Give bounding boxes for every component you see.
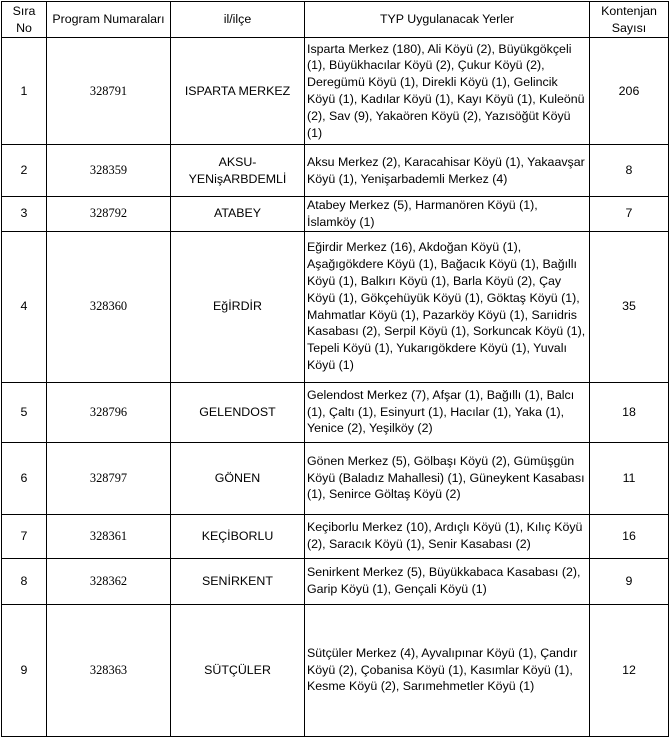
row-no: 1 bbox=[2, 38, 47, 145]
row-kontenjan: 206 bbox=[590, 38, 669, 145]
table-row bbox=[2, 514, 669, 558]
row-il: GELENDOST bbox=[171, 382, 305, 442]
row-il: GÖNEN bbox=[171, 442, 305, 514]
row-no: 9 bbox=[2, 604, 47, 736]
row-yerler: Aksu Merkez (2), Karacahisar Köyü (1), Yakaavşar Köyü (1), Yenişarbademli Merkez (4) bbox=[305, 145, 590, 197]
row-no: 2 bbox=[2, 145, 47, 197]
row-no: 7 bbox=[2, 514, 47, 558]
row-il: AKSU-YENişARBDEMLİ bbox=[171, 145, 305, 197]
row-il: ISPARTA MERKEZ bbox=[171, 38, 305, 145]
row-il: EğİRDİR bbox=[171, 231, 305, 382]
header-sira-no: Sıra No bbox=[2, 2, 47, 38]
row-program: 328361 bbox=[47, 514, 171, 558]
row-yerler: Sütçüler Merkez (4), Ayvalıpınar Köyü (1), Çandır Köyü (2), Çobanisa Köyü (1), Kasımlar Köyü (1), Kesme Köyü (2), Sarımehmetler Köyü (1) bbox=[305, 604, 590, 736]
row-program: 328796 bbox=[47, 382, 171, 442]
table-row bbox=[2, 558, 669, 604]
row-il: KEÇİBORLU bbox=[171, 514, 305, 558]
row-yerler: Atabey Merkez (5), Harmanören Köyü (1), İslamköy (1) bbox=[305, 197, 590, 232]
row-no: 3 bbox=[2, 197, 47, 232]
table-row bbox=[2, 604, 669, 736]
row-program: 328791 bbox=[47, 38, 171, 145]
row-il: SENİRKENT bbox=[171, 558, 305, 604]
row-yerler: Gelendost Merkez (7), Afşar (1), Bağıllı (1), Balcı (1), Çaltı (1), Esinyurt (1), Hacılar (1), Yaka (1), Yenice (2), Yeşilköy (2) bbox=[305, 382, 590, 442]
table-row bbox=[2, 145, 669, 197]
row-kontenjan: 9 bbox=[590, 558, 669, 604]
row-kontenjan: 18 bbox=[590, 382, 669, 442]
row-kontenjan: 7 bbox=[590, 197, 669, 232]
table-row bbox=[2, 382, 669, 442]
typ-allocation-table bbox=[1, 1, 669, 737]
table-header-row bbox=[2, 2, 669, 38]
row-no: 4 bbox=[2, 231, 47, 382]
row-kontenjan: 11 bbox=[590, 442, 669, 514]
row-kontenjan: 12 bbox=[590, 604, 669, 736]
row-program: 328363 bbox=[47, 604, 171, 736]
table-row bbox=[2, 197, 669, 232]
row-program: 328360 bbox=[47, 231, 171, 382]
row-yerler: Senirkent Merkez (5), Büyükkabaca Kasabası (2), Garip Köyü (1), Gençali Köyü (1) bbox=[305, 558, 590, 604]
table-row bbox=[2, 38, 669, 145]
row-il: ATABEY bbox=[171, 197, 305, 232]
row-no: 5 bbox=[2, 382, 47, 442]
header-program-numaralari: Program Numaraları bbox=[47, 2, 171, 38]
row-yerler: Keçiborlu Merkez (10), Ardıçlı Köyü (1), Kılıç Köyü (2), Saracık Köyü (1), Senir Kasabası (2) bbox=[305, 514, 590, 558]
header-typ-yerler: TYP Uygulanacak Yerler bbox=[305, 2, 590, 38]
header-kontenjan-sayisi: Kontenjan Sayısı bbox=[590, 2, 669, 38]
header-il-ilce: il/ilçe bbox=[171, 2, 305, 38]
row-program: 328797 bbox=[47, 442, 171, 514]
row-program: 328792 bbox=[47, 197, 171, 232]
row-il: SÜTÇÜLER bbox=[171, 604, 305, 736]
row-yerler: Isparta Merkez (180), Ali Köyü (2), Büyükgökçeli (1), Büyükhacılar Köyü (2), Çukur Köyü (2), Deregümü Köyü (1), Direkli Köyü (1), Gelincik Köyü (1), Kadılar Köyü (1), Kayı Köyü (1), Kuleönü (2), Sav (9), Yakaören Köyü (2), Yazısöğüt Köyü (1) bbox=[305, 38, 590, 145]
row-program: 328362 bbox=[47, 558, 171, 604]
row-no: 8 bbox=[2, 558, 47, 604]
row-kontenjan: 35 bbox=[590, 231, 669, 382]
row-program: 328359 bbox=[47, 145, 171, 197]
table-row bbox=[2, 442, 669, 514]
table-row bbox=[2, 231, 669, 382]
row-kontenjan: 16 bbox=[590, 514, 669, 558]
row-no: 6 bbox=[2, 442, 47, 514]
row-kontenjan: 8 bbox=[590, 145, 669, 197]
row-yerler: Gönen Merkez (5), Gölbaşı Köyü (2), Gümüşgün Köyü (Baladız Mahallesi) (1), Güneykent Kasabası (1), Senirce Göltaş Köyü (2) bbox=[305, 442, 590, 514]
row-yerler: Eğirdir Merkez (16), Akdoğan Köyü (1), Aşağıgökdere Köyü (1), Bağacık Köyü (1), Bağıllı Köyü (1), Balkırı Köyü (1), Barla Köyü (2), Çay Köyü (1), Gökçehüyük Köyü (1), Göktaş Köyü (1), Mahmatlar Köyü (1), Pazarköy Köyü (1), Sarıidris Kasabası (2), Serpil Köyü (1), Sorkuncak Köyü (1), Tepeli Köyü (1), Yukarıgökdere Köyü (1), Yuvalı Köyü (1) bbox=[305, 231, 590, 382]
